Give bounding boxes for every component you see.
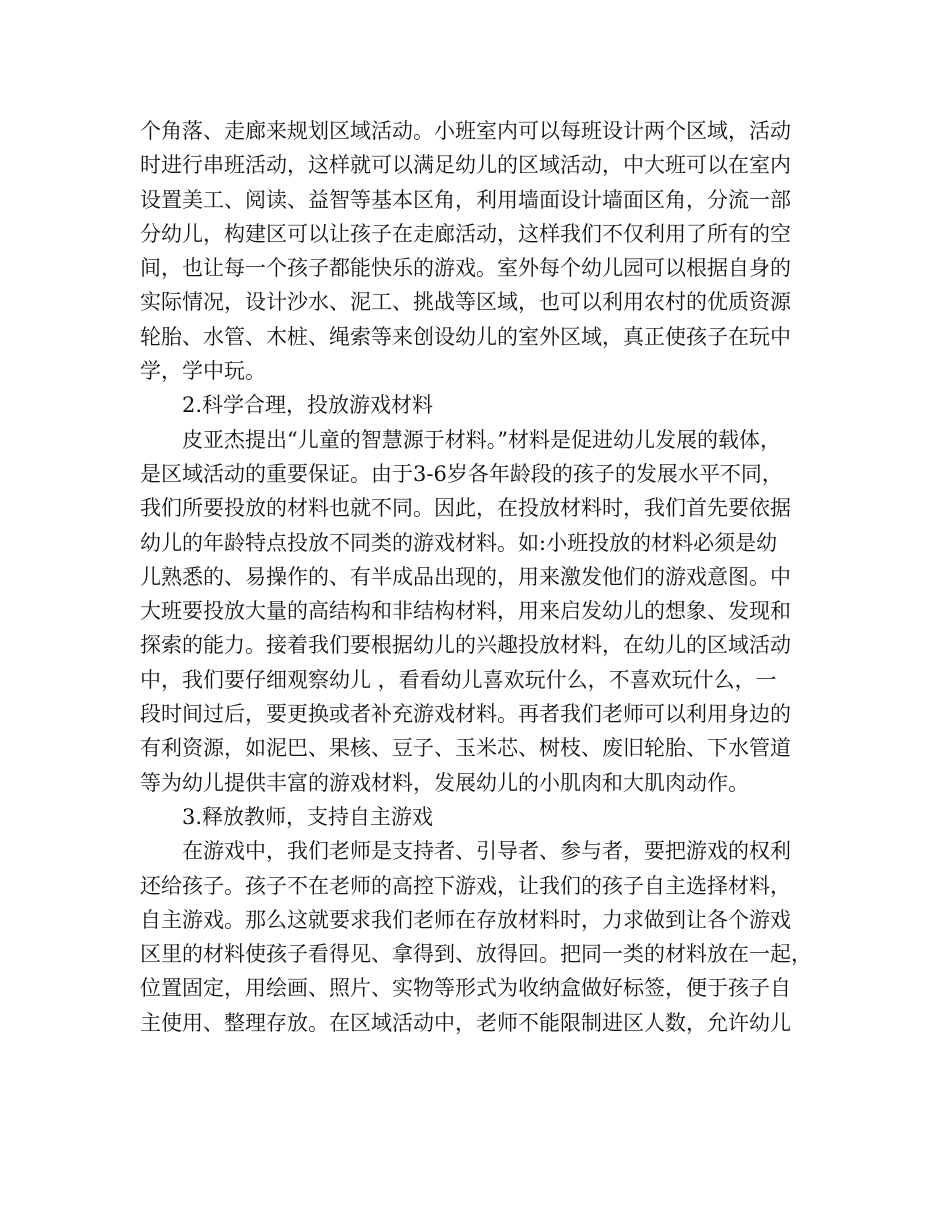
text-line: 有利资源，如泥巴、果核、豆子、玉米芯、树枝、废旧轮胎、下水管道 xyxy=(140,736,791,761)
text-line: 主使用、整理存放。在区域活动中，老师不能限制进区人数，允许幼儿 xyxy=(140,1010,791,1035)
text-line: 区里的材料使孩子看得见、拿得到、放得回。把同一类的材料放在一起， xyxy=(140,942,812,967)
section-heading-3: 3.释放教师，支持自主游戏 xyxy=(182,804,434,829)
text-line: 是区域活动的重要保证。由于3-6岁各年龄段的孩子的发展水平不同， xyxy=(140,461,783,486)
text-line: 时进行串班活动，这样就可以满足幼儿的区域活动，中大班可以在室内 xyxy=(140,153,791,178)
text-line: 个角落、走廊来规划区域活动。小班室内可以每班设计两个区域，活动 xyxy=(140,119,791,143)
section-heading-2: 2.科学合理，投放游戏材料 xyxy=(182,393,434,418)
text-line: 轮胎、水管、木桩、绳索等来创设幼儿的室外区域，真正使孩子在玩中 xyxy=(140,324,791,349)
text-line: 我们所要投放的材料也就不同。因此，在投放材料时，我们首先要依据 xyxy=(140,496,791,521)
text-line: 分幼儿，构建区可以让孩子在走廊活动，这样我们不仅利用了所有的空 xyxy=(140,221,791,246)
text-line: 设置美工、阅读、益智等基本区角，利用墙面设计墙面区角，分流一部 xyxy=(140,187,791,212)
text-line: 学，学中玩。 xyxy=(140,359,266,384)
text-line: 实际情况，设计沙水、泥工、挑战等区域，也可以利用农村的优质资源 xyxy=(140,290,791,315)
text-line: 段时间过后，要更换或者补充游戏材料。再者我们老师可以利用身边的 xyxy=(140,702,791,727)
text-line: 等为幼儿提供丰富的游戏材料，发展幼儿的小肌肉和大肌肉动作。 xyxy=(140,770,749,795)
text-line: 间，也让每一个孩子都能快乐的游戏。室外每个幼儿园可以根据自身的 xyxy=(140,256,791,281)
text-line: 还给孩子。孩子不在老师的高控下游戏，让我们的孩子自主选择材料， xyxy=(140,873,791,898)
text-line: 探索的能力。接着我们要根据幼儿的兴趣投放材料，在幼儿的区域活动 xyxy=(140,633,791,658)
text-line: 中，我们要仔细观察幼儿 ，看看幼儿喜欢玩什么，不喜欢玩什么，一 xyxy=(140,667,777,692)
text-line: 自主游戏。那么这就要求我们老师在存放材料时，力求做到让各个游戏 xyxy=(140,907,791,932)
text-line: 儿熟悉的、易操作的、有半成品出现的，用来激发他们的游戏意图。中 xyxy=(140,564,791,589)
text-line: 幼儿的年龄特点投放不同类的游戏材料。如:小班投放的材料必须是幼 xyxy=(140,530,778,555)
document-body xyxy=(140,114,830,1040)
paragraph-first-line: 在游戏中，我们老师是支持者、引导者、参与者，要把游戏的权利 xyxy=(182,839,791,864)
paragraph-first-line: 皮亚杰提出“儿童的智慧源于材料。”材料是促进幼儿发展的载体， xyxy=(182,427,781,452)
text-line: 位置固定，用绘画、照片、实物等形式为收纳盒做好标签，便于孩子自 xyxy=(140,976,791,1001)
text-line: 大班要投放大量的高结构和非结构材料，用来启发幼儿的想象、发现和 xyxy=(140,599,791,624)
